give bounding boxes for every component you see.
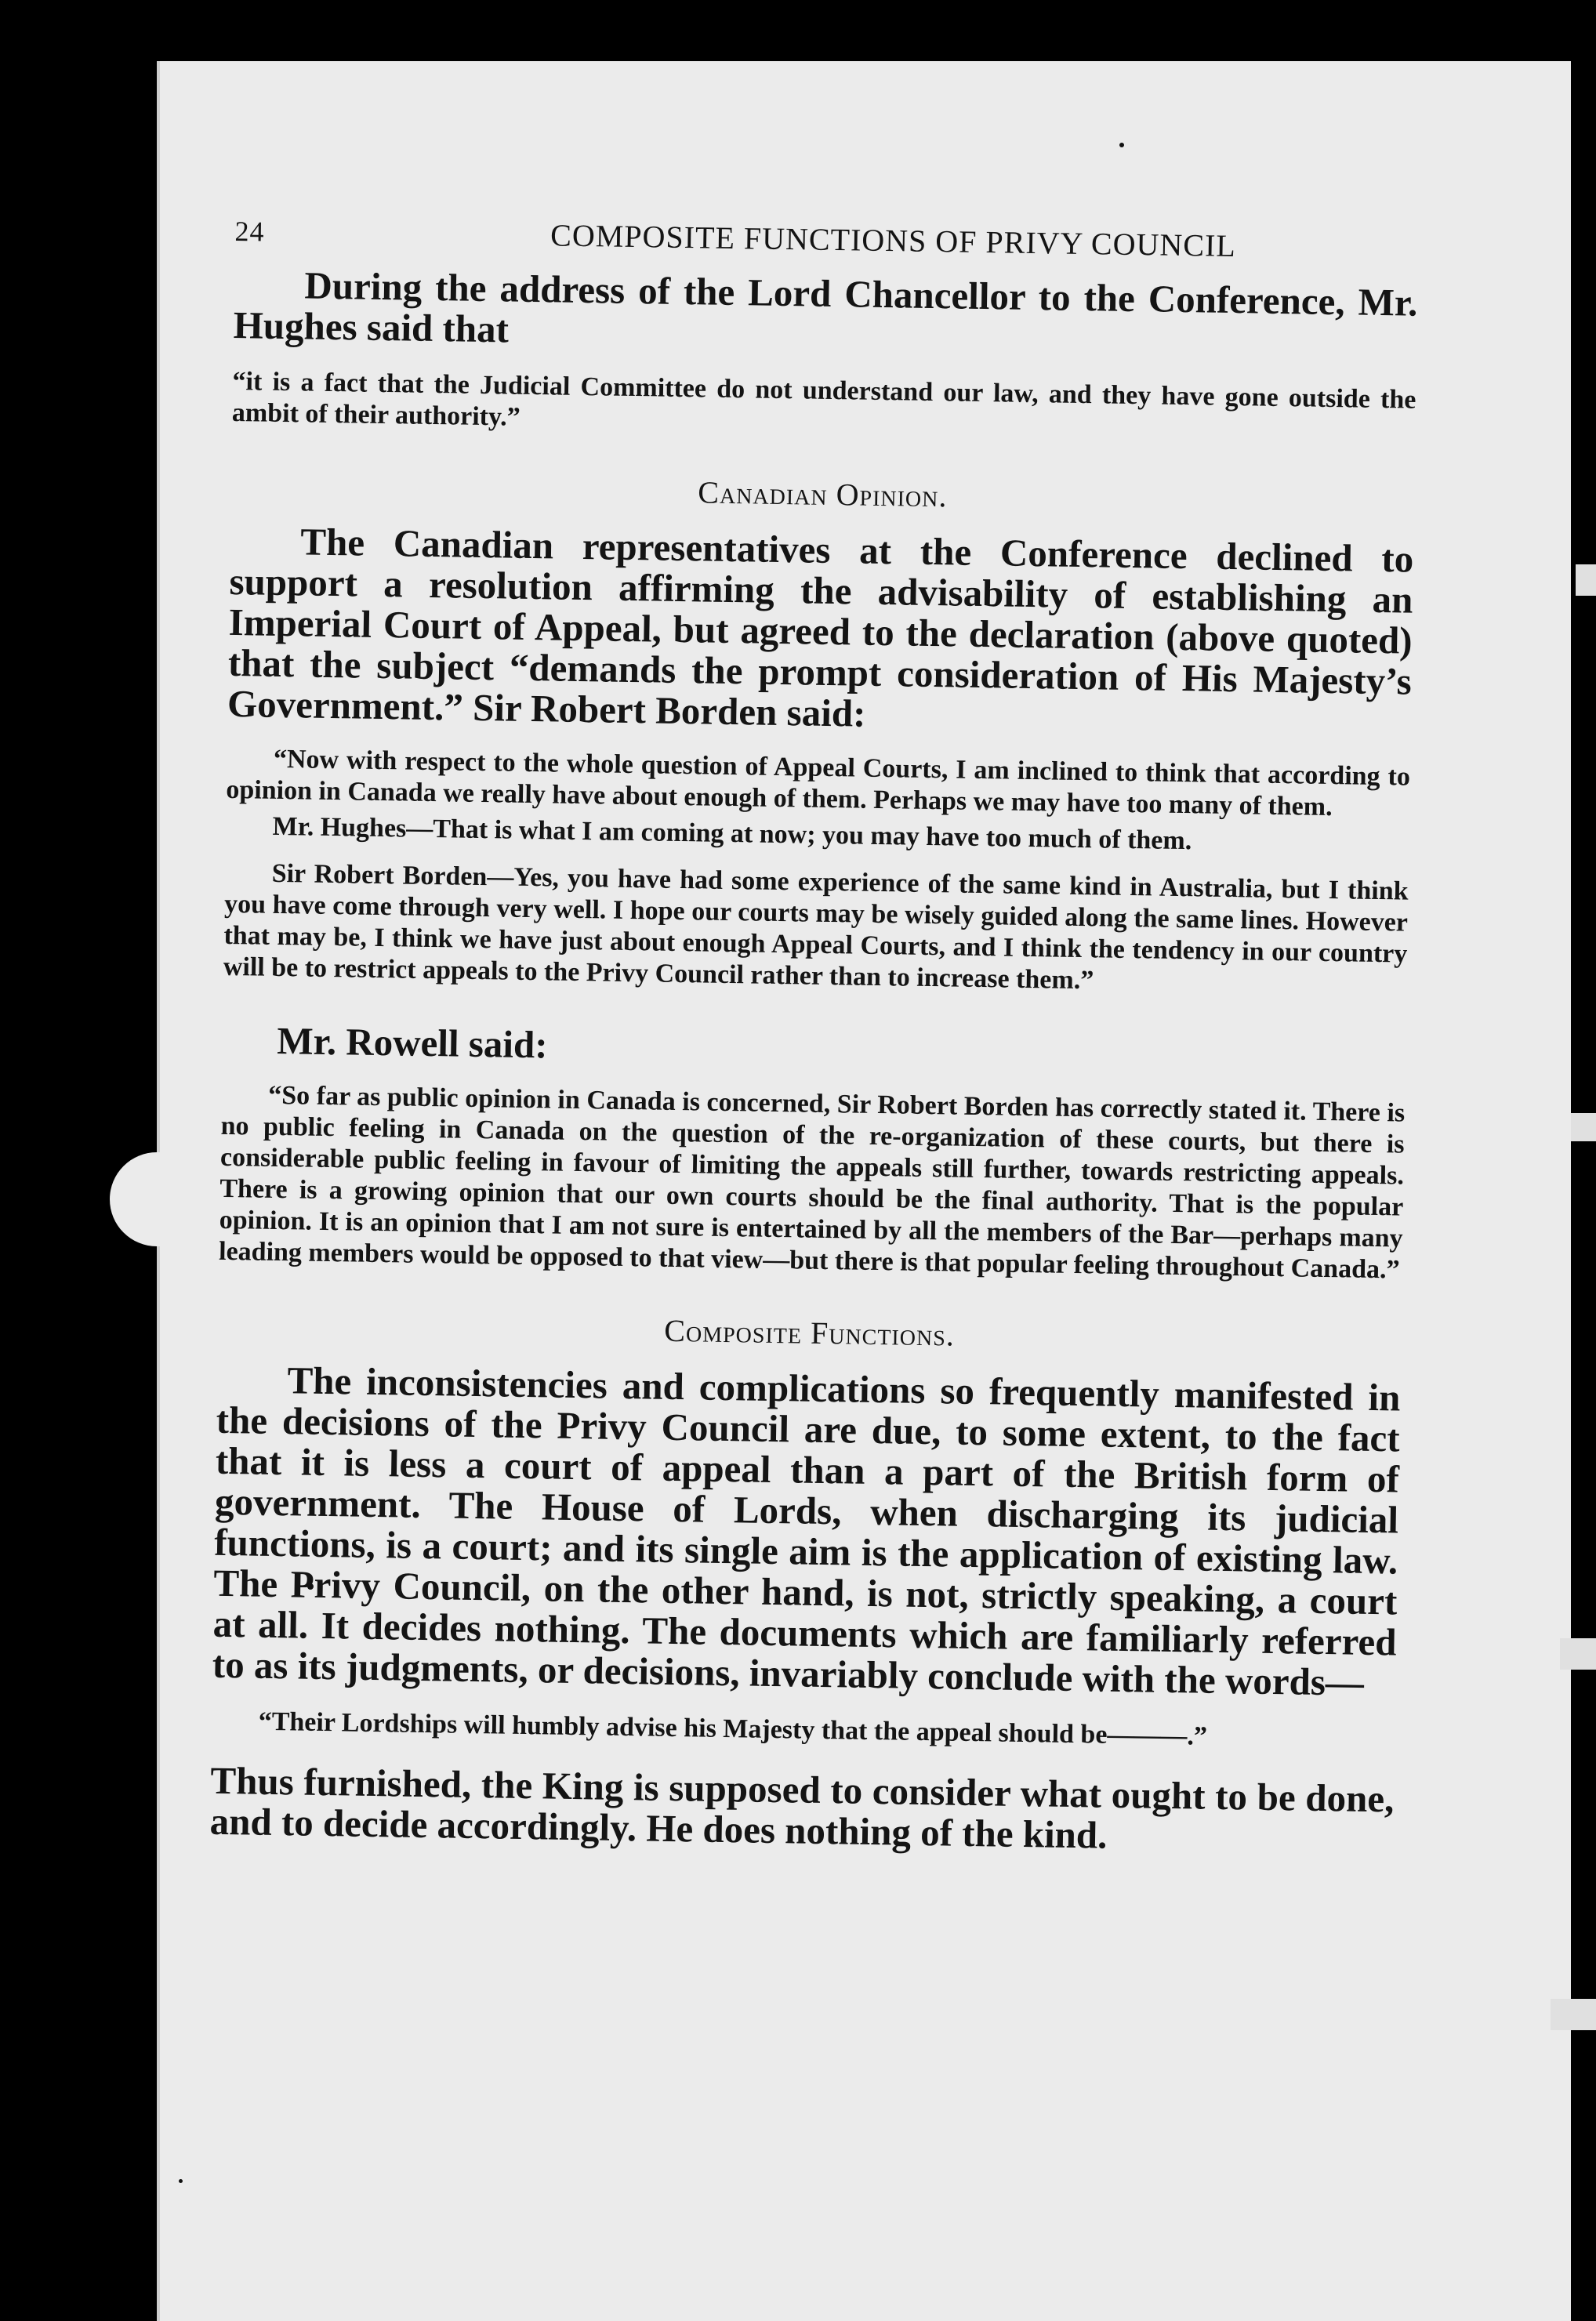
block-quote: “Now with respect to the whole question of Appeal Courts, I am inclined to think that according to opinion in Canada we really have about enough of them. Perhaps we may have too many of them. — [226, 744, 1411, 822]
page-number: 24 — [234, 215, 265, 248]
right-edge-mark — [1551, 1999, 1596, 2030]
section-heading: Canadian Opinion. — [698, 474, 948, 514]
paragraph: Thus furnished, the King is supposed to consider what ought to be done, and to decide accordingly. He does nothing of the kind. — [209, 1758, 1395, 1857]
running-head-title: COMPOSITE FUNCTIONS OF PRIVY COUNCIL — [550, 217, 1237, 264]
right-edge-mark — [1576, 564, 1596, 596]
right-edge-mark — [1560, 1638, 1596, 1670]
page-text — [209, 212, 1418, 1860]
block-quote: “Their Lordships will humbly advise his Majesty that the appeal should be———.” — [258, 1706, 1208, 1751]
paragraph: The inconsistencies and complications so frequently manifested in the decisions of the Privy Council are due, to some extent, to the fact that it is less a court of appeal than a part of the British form of government. The House of Lords, when discharging its judicial functions, is a court; and its single aim is the application of existing law. The Privy Council, on the other hand, is not, strictly speaking, a court at all. It decides nothing. The documents which are familiarly referred to as its judgments, or decisions, invariably conclude with the words— — [212, 1358, 1401, 1704]
speck — [1119, 143, 1124, 147]
right-edge-mark — [1571, 1113, 1596, 1141]
block-quote: Sir Robert Borden—Yes, you have had some experience of the same kind in Australia, but I think you have come through very well. I hope our courts may be wisely guided along the same lines. However that may be, I think we have just about enough Appeal Courts, and I think the tendency in our country will be to restrict appeals to the Privy Council rather than to increase them.” — [223, 858, 1409, 995]
paragraph: During the address of the Lord Chancellor to the Conference, Mr. Hughes said that — [233, 263, 1418, 351]
paragraph: The Canadian representatives at the Conference declined to support a resolution affirming the advisability of establishing an Imperial Court of Appeal, but agreed to the declaration (above quoted) that the subject “demands the prompt consideration of His Majesty’s Government.” Sir Robert Borden said: — [227, 520, 1414, 735]
block-quote: Mr. Hughes—That is what I am coming at now; you may have too much of them. — [272, 811, 1192, 856]
speck — [179, 2179, 183, 2183]
section-heading: Composite Functions. — [664, 1312, 956, 1353]
page-edge-notch — [110, 1152, 165, 1246]
paragraph: Mr. Rowell said: — [276, 1018, 549, 1067]
block-quote: “So far as public opinion in Canada is concerned, Sir Robert Borden has correctly stated it. There is no public feeling in Canada on the question of the re-organization of these courts, but there is considerable public feeling in favour of limiting the appeals still further, towards restricting appeals. There is a growing opinion that our own courts should be the final authority. That is the popular opinion. It is an opinion that I am not sure is entertained by all the members of the Bar—perhaps many leading members would be opposed to that view—but there is that popular feeling throughout Canada.” — [218, 1080, 1406, 1285]
block-quote: “it is a fact that the Judicial Committee do not understand our law, and they have gone outside the ambit of their authority.” — [231, 366, 1416, 432]
